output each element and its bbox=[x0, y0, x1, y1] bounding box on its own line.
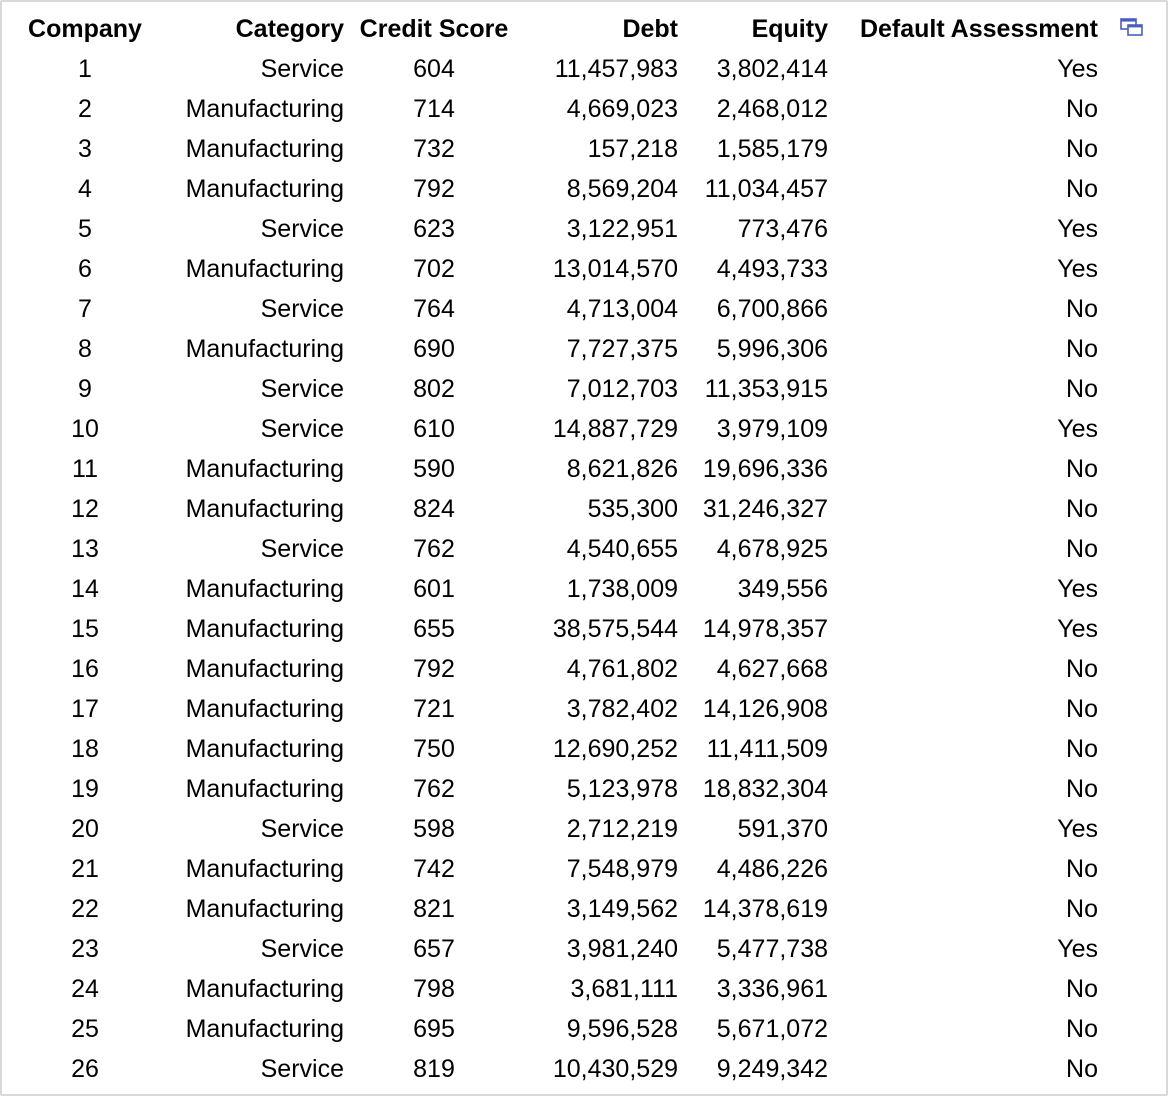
company-cell: 6 bbox=[78, 255, 92, 283]
equity-cell: 591,370 bbox=[737, 815, 828, 843]
debt-cell: 4,669,023 bbox=[566, 95, 678, 123]
default-assessment-cell: No bbox=[1066, 735, 1098, 763]
company-cell: 5 bbox=[78, 215, 92, 243]
equity-cell: 11,411,509 bbox=[706, 735, 828, 763]
equity-cell: 6,700,866 bbox=[716, 295, 828, 323]
default-assessment-cell: No bbox=[1066, 455, 1098, 483]
debt-cell: 5,123,978 bbox=[566, 775, 678, 803]
company-cell: 24 bbox=[71, 975, 99, 1003]
company-cell: 10 bbox=[71, 415, 99, 443]
default-assessment-cell: No bbox=[1066, 495, 1098, 523]
default-assessment-cell: No bbox=[1066, 975, 1098, 1003]
debt-cell: 9,596,528 bbox=[566, 1015, 678, 1043]
category-cell: Manufacturing bbox=[185, 975, 344, 1003]
category-cell: Manufacturing bbox=[185, 615, 344, 643]
company-cell: 18 bbox=[71, 735, 99, 763]
column-header-equity: Equity bbox=[751, 15, 828, 43]
table-row bbox=[20, 129, 1098, 169]
column-header-default-assessment: Default Assessment bbox=[859, 15, 1098, 43]
company-cell: 2 bbox=[78, 95, 92, 123]
credit-score-cell: 819 bbox=[413, 1055, 455, 1083]
table-row bbox=[20, 849, 1098, 889]
default-assessment-cell: No bbox=[1066, 535, 1098, 563]
table-row bbox=[20, 49, 1098, 89]
table-row bbox=[20, 529, 1098, 569]
expand-window-icon-graphic bbox=[1120, 17, 1144, 37]
debt-cell: 8,621,826 bbox=[566, 455, 678, 483]
table-row bbox=[20, 449, 1098, 489]
credit-score-cell: 601 bbox=[413, 575, 455, 603]
default-assessment-cell: No bbox=[1066, 1055, 1098, 1083]
company-cell: 11 bbox=[72, 455, 98, 483]
default-assessment-cell: Yes bbox=[1057, 415, 1098, 443]
table-row bbox=[20, 369, 1098, 409]
category-cell: Manufacturing bbox=[185, 655, 344, 683]
company-cell: 12 bbox=[71, 495, 99, 523]
credit-score-cell: 695 bbox=[413, 1015, 455, 1043]
table-row bbox=[20, 1009, 1098, 1049]
default-assessment-cell: Yes bbox=[1057, 55, 1098, 83]
default-assessment-cell: Yes bbox=[1057, 815, 1098, 843]
header-row bbox=[20, 9, 1098, 49]
company-cell: 25 bbox=[71, 1015, 99, 1043]
table-row bbox=[20, 409, 1098, 449]
credit-score-cell: 792 bbox=[413, 655, 455, 683]
table-row bbox=[20, 929, 1098, 969]
credit-score-cell: 655 bbox=[413, 615, 455, 643]
table-row bbox=[20, 89, 1098, 129]
company-cell: 26 bbox=[71, 1055, 99, 1083]
default-assessment-cell: No bbox=[1066, 295, 1098, 323]
equity-cell: 3,336,961 bbox=[716, 975, 828, 1003]
credit-score-cell: 590 bbox=[413, 455, 455, 483]
expand-window-icon[interactable] bbox=[1120, 17, 1144, 37]
category-cell: Manufacturing bbox=[185, 495, 344, 523]
company-cell: 4 bbox=[78, 175, 92, 203]
company-cell: 16 bbox=[71, 655, 99, 683]
credit-score-cell: 690 bbox=[413, 335, 455, 363]
category-cell: Manufacturing bbox=[185, 135, 344, 163]
column-header-category: Category bbox=[235, 15, 344, 43]
category-cell: Manufacturing bbox=[185, 895, 344, 923]
company-cell: 20 bbox=[71, 815, 99, 843]
equity-cell: 4,627,668 bbox=[716, 655, 828, 683]
table-row bbox=[20, 489, 1098, 529]
equity-cell: 773,476 bbox=[737, 215, 828, 243]
table-row bbox=[20, 1049, 1098, 1089]
default-assessment-cell: No bbox=[1066, 655, 1098, 683]
company-cell: 17 bbox=[71, 695, 99, 723]
table-row bbox=[20, 969, 1098, 1009]
default-assessment-cell: Yes bbox=[1057, 575, 1098, 603]
credit-score-cell: 802 bbox=[413, 375, 455, 403]
credit-score-cell: 798 bbox=[413, 975, 455, 1003]
default-assessment-cell: No bbox=[1066, 175, 1098, 203]
equity-cell: 31,246,327 bbox=[702, 495, 828, 523]
default-assessment-cell: Yes bbox=[1057, 255, 1098, 283]
credit-score-cell: 821 bbox=[413, 895, 455, 923]
table-row bbox=[20, 289, 1098, 329]
default-assessment-cell: No bbox=[1066, 855, 1098, 883]
category-cell: Manufacturing bbox=[185, 335, 344, 363]
credit-score-cell: 732 bbox=[413, 135, 455, 163]
debt-cell: 4,713,004 bbox=[566, 295, 678, 323]
table-row bbox=[20, 609, 1098, 649]
category-cell: Manufacturing bbox=[185, 95, 344, 123]
equity-cell: 14,126,908 bbox=[702, 695, 828, 723]
credit-score-cell: 657 bbox=[413, 935, 455, 963]
category-cell: Service bbox=[260, 215, 344, 243]
data-table bbox=[20, 9, 1098, 1089]
credit-score-cell: 714 bbox=[413, 95, 455, 123]
credit-score-cell: 742 bbox=[413, 855, 455, 883]
category-cell: Service bbox=[260, 415, 344, 443]
company-cell: 1 bbox=[78, 55, 92, 83]
column-header-company: Company bbox=[28, 15, 142, 43]
table-row bbox=[20, 209, 1098, 249]
credit-score-cell: 750 bbox=[413, 735, 455, 763]
table-row bbox=[20, 809, 1098, 849]
credit-score-cell: 792 bbox=[413, 175, 455, 203]
credit-score-cell: 623 bbox=[413, 215, 455, 243]
default-assessment-cell: No bbox=[1066, 375, 1098, 403]
table-row bbox=[20, 249, 1098, 289]
category-cell: Service bbox=[260, 935, 344, 963]
table-row bbox=[20, 889, 1098, 929]
equity-cell: 11,353,915 bbox=[704, 375, 828, 403]
category-cell: Manufacturing bbox=[185, 175, 344, 203]
category-cell: Manufacturing bbox=[185, 1015, 344, 1043]
company-cell: 19 bbox=[71, 775, 99, 803]
credit-score-cell: 610 bbox=[413, 415, 455, 443]
credit-score-cell: 762 bbox=[413, 535, 455, 563]
category-cell: Manufacturing bbox=[185, 575, 344, 603]
default-assessment-cell: No bbox=[1066, 335, 1098, 363]
default-assessment-cell: No bbox=[1066, 895, 1098, 923]
debt-cell: 3,782,402 bbox=[566, 695, 678, 723]
category-cell: Manufacturing bbox=[185, 855, 344, 883]
company-cell: 13 bbox=[71, 535, 99, 563]
default-assessment-cell: No bbox=[1066, 95, 1098, 123]
category-cell: Service bbox=[260, 375, 344, 403]
debt-cell: 3,122,951 bbox=[566, 215, 678, 243]
company-cell: 15 bbox=[71, 615, 99, 643]
debt-cell: 12,690,252 bbox=[552, 735, 678, 763]
equity-cell: 3,979,109 bbox=[716, 415, 828, 443]
credit-score-cell: 604 bbox=[413, 55, 455, 83]
category-cell: Manufacturing bbox=[185, 775, 344, 803]
table-row bbox=[20, 569, 1098, 609]
equity-cell: 5,671,072 bbox=[716, 1015, 828, 1043]
debt-cell: 2,712,219 bbox=[566, 815, 678, 843]
column-header-debt: Debt bbox=[622, 15, 678, 43]
category-cell: Service bbox=[260, 55, 344, 83]
equity-cell: 14,378,619 bbox=[702, 895, 828, 923]
equity-cell: 2,468,012 bbox=[716, 95, 828, 123]
table-row bbox=[20, 649, 1098, 689]
debt-cell: 3,149,562 bbox=[566, 895, 678, 923]
equity-cell: 4,678,925 bbox=[716, 535, 828, 563]
equity-cell: 3,802,414 bbox=[716, 55, 828, 83]
equity-cell: 5,477,738 bbox=[716, 935, 828, 963]
category-cell: Manufacturing bbox=[185, 735, 344, 763]
equity-cell: 5,996,306 bbox=[716, 335, 828, 363]
company-cell: 9 bbox=[78, 375, 92, 403]
debt-cell: 7,548,979 bbox=[566, 855, 678, 883]
debt-cell: 157,218 bbox=[587, 135, 678, 163]
credit-score-cell: 824 bbox=[413, 495, 455, 523]
default-assessment-cell: No bbox=[1066, 695, 1098, 723]
table-row bbox=[20, 689, 1098, 729]
credit-score-cell: 762 bbox=[413, 775, 455, 803]
table-row bbox=[20, 329, 1098, 369]
category-cell: Service bbox=[260, 815, 344, 843]
company-cell: 3 bbox=[78, 135, 92, 163]
table-row bbox=[20, 169, 1098, 209]
debt-cell: 4,761,802 bbox=[566, 655, 678, 683]
company-cell: 22 bbox=[71, 895, 99, 923]
debt-cell: 38,575,544 bbox=[552, 615, 678, 643]
category-cell: Service bbox=[260, 295, 344, 323]
debt-cell: 3,681,111 bbox=[570, 975, 678, 1003]
category-cell: Manufacturing bbox=[185, 695, 344, 723]
default-assessment-cell: Yes bbox=[1057, 935, 1098, 963]
equity-cell: 14,978,357 bbox=[702, 615, 828, 643]
credit-score-cell: 702 bbox=[413, 255, 455, 283]
table-row bbox=[20, 729, 1098, 769]
equity-cell: 18,832,304 bbox=[702, 775, 828, 803]
equity-cell: 9,249,342 bbox=[716, 1055, 828, 1083]
equity-cell: 349,556 bbox=[737, 575, 828, 603]
column-header-credit-score: Credit Score bbox=[359, 15, 509, 43]
category-cell: Service bbox=[260, 535, 344, 563]
debt-cell: 3,981,240 bbox=[566, 935, 678, 963]
equity-cell: 4,493,733 bbox=[716, 255, 828, 283]
company-cell: 7 bbox=[78, 295, 92, 323]
company-cell: 23 bbox=[71, 935, 99, 963]
company-cell: 8 bbox=[78, 335, 92, 363]
category-cell: Service bbox=[260, 1055, 344, 1083]
debt-cell: 535,300 bbox=[587, 495, 678, 523]
category-cell: Manufacturing bbox=[185, 455, 344, 483]
equity-cell: 11,034,457 bbox=[704, 175, 828, 203]
equity-cell: 19,696,336 bbox=[702, 455, 828, 483]
table-body bbox=[20, 49, 1098, 1089]
debt-cell: 11,457,983 bbox=[554, 55, 678, 83]
company-cell: 14 bbox=[71, 575, 99, 603]
debt-cell: 4,540,655 bbox=[566, 535, 678, 563]
default-assessment-cell: No bbox=[1066, 1015, 1098, 1043]
debt-cell: 14,887,729 bbox=[552, 415, 678, 443]
company-cell: 21 bbox=[71, 855, 99, 883]
credit-score-cell: 721 bbox=[413, 695, 455, 723]
debt-cell: 1,738,009 bbox=[566, 575, 678, 603]
table-row bbox=[20, 769, 1098, 809]
category-cell: Manufacturing bbox=[185, 255, 344, 283]
credit-score-cell: 764 bbox=[413, 295, 455, 323]
default-assessment-cell: Yes bbox=[1057, 615, 1098, 643]
debt-cell: 13,014,570 bbox=[552, 255, 678, 283]
debt-cell: 10,430,529 bbox=[552, 1055, 678, 1083]
default-assessment-cell: No bbox=[1066, 775, 1098, 803]
default-assessment-cell: No bbox=[1066, 135, 1098, 163]
equity-cell: 4,486,226 bbox=[716, 855, 828, 883]
default-assessment-cell: Yes bbox=[1057, 215, 1098, 243]
credit-score-cell: 598 bbox=[413, 815, 455, 843]
debt-cell: 7,727,375 bbox=[566, 335, 678, 363]
equity-cell: 1,585,179 bbox=[716, 135, 828, 163]
debt-cell: 7,012,703 bbox=[566, 375, 678, 403]
debt-cell: 8,569,204 bbox=[566, 175, 678, 203]
